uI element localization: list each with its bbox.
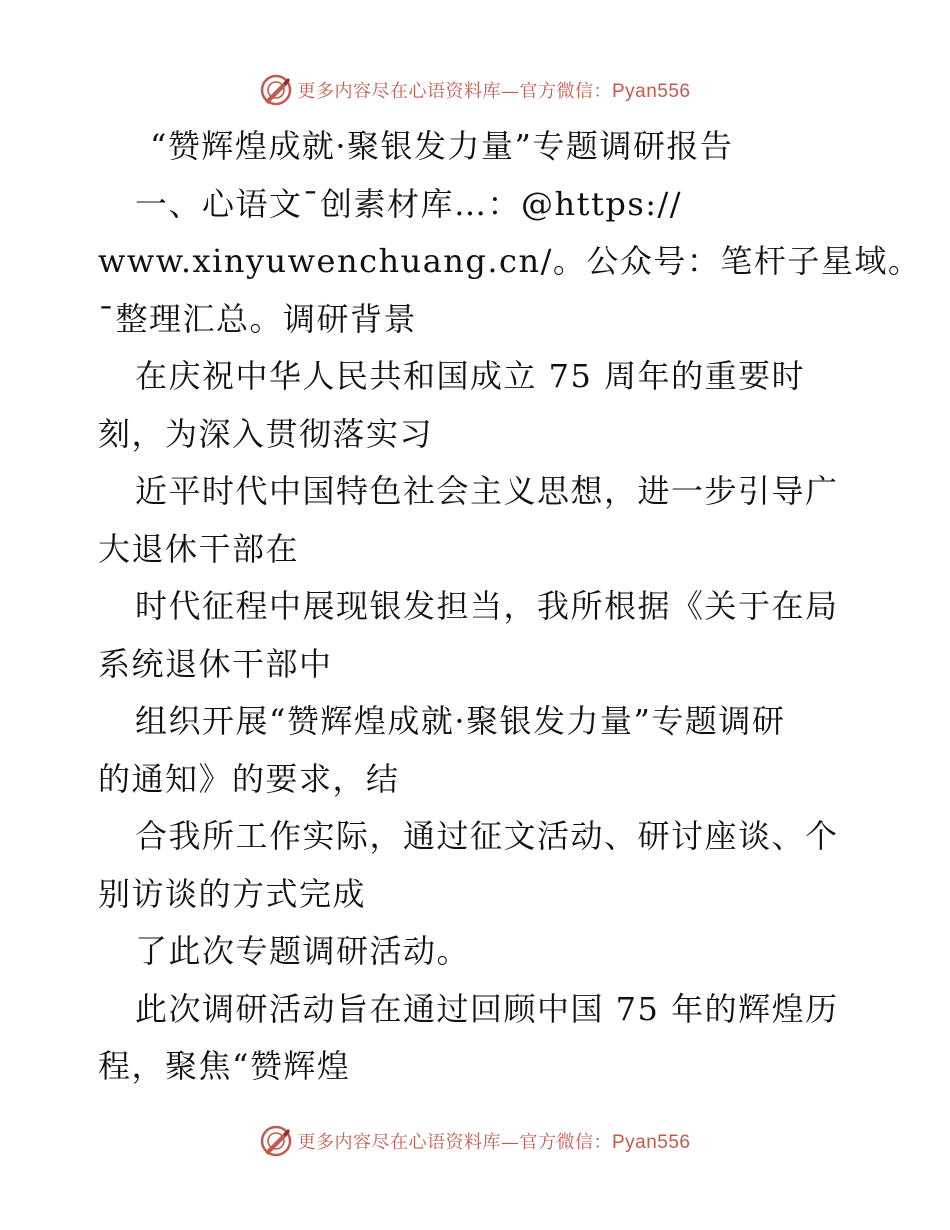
body-line-16: 程，聚焦“赞辉煌 bbox=[98, 1047, 351, 1085]
body-line-2: www.xinyuwenchuang.cn/。公众号：笔杆子星域。 bbox=[98, 242, 922, 280]
xinyu-logo-icon bbox=[259, 1124, 293, 1158]
body-line-1: 一、心语文¯创素材库…：@https:// bbox=[135, 184, 683, 223]
body-line-13: 别访谈的方式完成 bbox=[98, 874, 367, 913]
footer-watermark-banner bbox=[0, 1121, 950, 1161]
body-line-8: 时代征程中展现银发担当，我所根据《关于在局 bbox=[135, 587, 839, 625]
body-line-7: 大退休干部在 bbox=[98, 529, 300, 568]
body-line-10: 组织开展“赞辉煌成就·聚银发力量”专题调研 bbox=[135, 702, 786, 740]
body-line-15: 此次调研活动旨在通过回顾中国 75 年的辉煌历 bbox=[135, 989, 839, 1028]
header-wechat-id: Pyan556 bbox=[611, 81, 691, 102]
header-watermark-banner bbox=[0, 70, 950, 110]
body-line-12: 合我所工作实际，通过征文活动、研讨座谈、个 bbox=[135, 817, 839, 855]
body-line-4: 在庆祝中华人民共和国成立 75 周年的重要时 bbox=[135, 357, 806, 395]
body-line-6: 近平时代中国特色社会主义思想，进一步引导广 bbox=[135, 472, 839, 510]
document-title: “赞辉煌成就·聚银发力量”专题调研报告 bbox=[150, 127, 734, 165]
body-line-5: 刻，为深入贯彻落实习 bbox=[98, 414, 434, 453]
header-watermark-text: 更多内容尽在心语资料库—官方微信：Pyan556 bbox=[297, 81, 691, 102]
footer-watermark-text: 更多内容尽在心语资料库—官方微信：Pyan556 bbox=[297, 1132, 691, 1153]
body-line-14: 了此次专题调研活动。 bbox=[135, 932, 471, 970]
footer-wechat-id: Pyan556 bbox=[611, 1132, 691, 1153]
body-line-3: ¯整理汇总。调研背景 bbox=[98, 299, 418, 338]
body-line-11: 的通知》的要求，结 bbox=[98, 759, 400, 798]
document-body bbox=[98, 118, 922, 1096]
xinyu-logo-icon bbox=[259, 73, 293, 107]
body-line-9: 系统退休干部中 bbox=[98, 644, 333, 683]
